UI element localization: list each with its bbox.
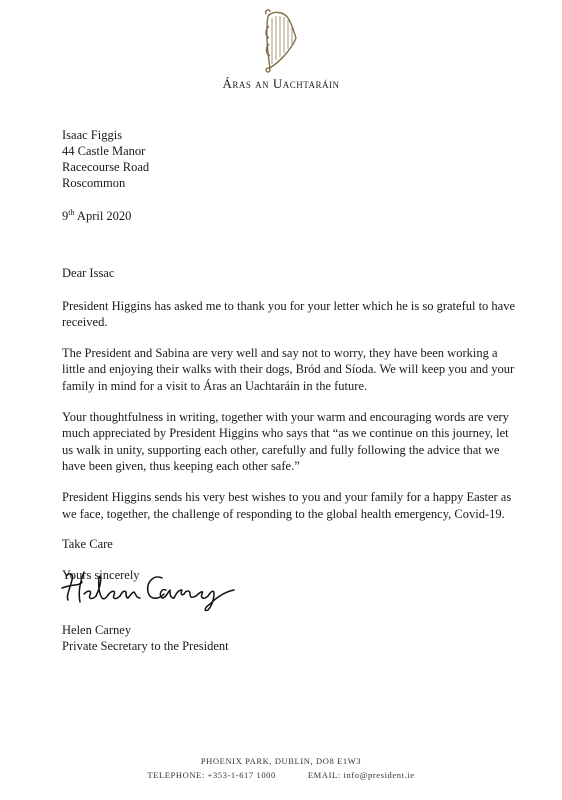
footer-address: PHOENIX PARK, DUBLIN, DO8 E1W3 xyxy=(200,756,362,766)
handwritten-signature xyxy=(58,562,248,614)
footer-email[interactable]: EMAIL: info@president.ie xyxy=(307,770,415,780)
footer xyxy=(0,756,562,780)
footer-telephone: TELEPHONE: +353-1-617 1000 xyxy=(147,770,276,780)
paragraph-appreciation: Your thoughtfulness in writing, together with your warm and encouraging words are very much appreciated by President Higgins who says that “as we continue on this journey, let us walk in unity, supporting each other, carefully and fully following the advice that we have been given, thus keeping each other safe.” xyxy=(62,409,509,474)
harp-crest-icon xyxy=(258,8,302,74)
date-day: 9 xyxy=(62,209,69,224)
recipient-name: Isaac Figgis xyxy=(62,128,123,142)
letter-date xyxy=(62,208,131,224)
signatory-name: Helen Carney xyxy=(62,623,132,637)
closing-yours-sincerely: Yours sincerely xyxy=(62,567,140,582)
closing-take-care: Take Care xyxy=(62,537,113,552)
recipient-street: 44 Castle Manor xyxy=(62,144,146,158)
recipient-road: Racecourse Road xyxy=(62,160,150,174)
date-suffix: th xyxy=(68,208,75,217)
recipient-town: Roscommon xyxy=(62,176,126,190)
date-month-year: April 2020 xyxy=(76,209,132,224)
signatory-title: Private Secretary to the President xyxy=(62,639,229,654)
letter-body xyxy=(62,265,517,597)
recipient-address xyxy=(62,127,149,191)
paragraph-thanks: President Higgins has asked me to thank you for your letter which he is so grateful to have received. xyxy=(62,298,516,330)
footer-contacts xyxy=(0,770,562,780)
paragraph-wellbeing: The President and Sabina are very well and say not to worry, they have been working a little and enjoying their walks with their dogs, Bród and Síoda. We will keep you and your family in mind for a visit to Áras an Uachtaráin in the future. xyxy=(62,345,515,393)
greeting: Dear Issac xyxy=(62,266,115,280)
organization-name: Áras an Uachtaráin xyxy=(222,76,340,91)
signatory-block xyxy=(62,622,229,655)
paragraph-wishes: President Higgins sends his very best wishes to you and your family for a happy Easter as we face, together, the challenge of responding to the global health emergency, Covid-19. xyxy=(62,489,512,521)
